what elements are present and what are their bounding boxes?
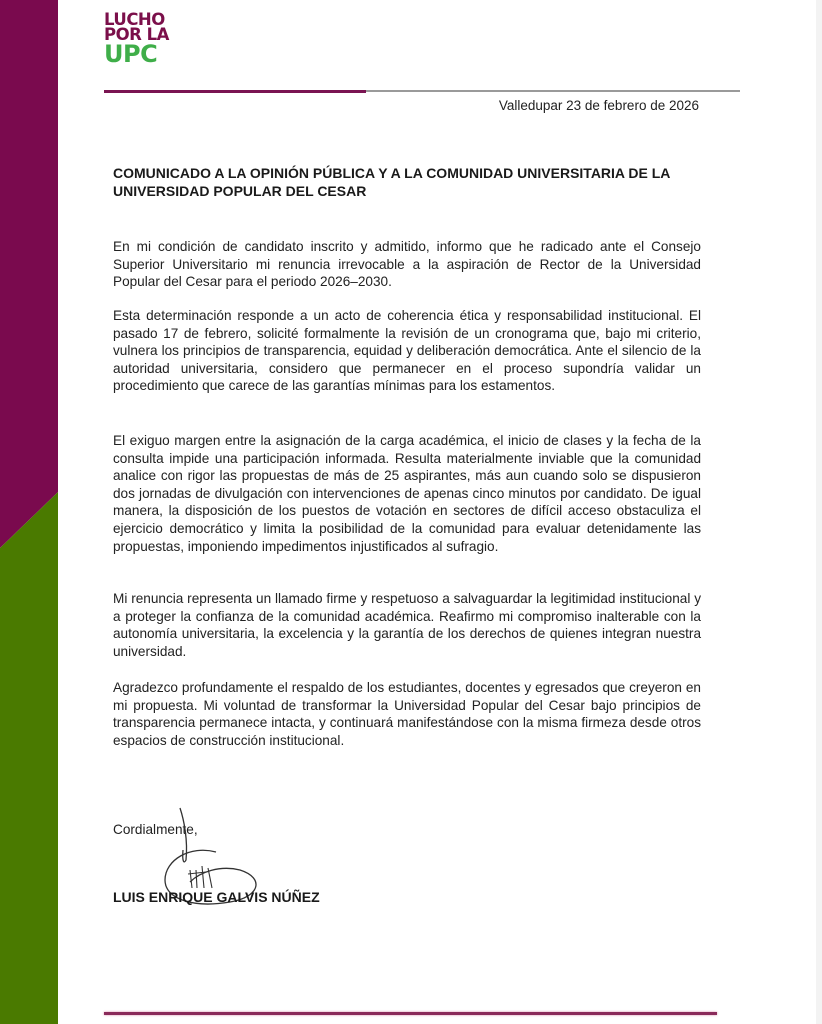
header-rule [366, 90, 740, 92]
letter-paragraph: En mi condición de candidato inscrito y admitido, informo que he radicado ante el Consejo Superior Universitario mi renuncia irrevocable a la aspiración de Rector de la Universidad Popular del Cesar para el periodo 2026–2030. [113, 239, 701, 290]
letter-closing: Cordialmente, [113, 822, 198, 837]
side-band-purple [0, 0, 58, 548]
letter-date: Valledupar 23 de febrero de 2026 [498, 98, 699, 113]
logo-line-2: POR LA [104, 25, 169, 44]
letter-paragraph: Mi renuncia representa un llamado firme y respetuoso a salvaguardar la legitimidad institucional y a proteger la confianza de la comunidad académica. Reafirmo mi compromiso inalterable con la autonomía universitaria, la excelencia y la garantía de los derechos de quienes integran nuestra universidad. [113, 591, 701, 659]
logo-line-1: LUCHO [104, 10, 165, 29]
letter-paragraph: Agradezco profundamente el respaldo de los estudiantes, docentes y egresados que creyeron en mi propuesta. Mi voluntad de transformar la Universidad Popular del Cesar bajo principios de transparencia permanece intacta, y continuará manifestándose con la misma firmeza desde otros espacios de construcción institucional. [113, 680, 701, 748]
signer-name: LUIS ENRIQUE GALVIS NÚÑEZ [113, 889, 320, 905]
side-band-green [0, 492, 58, 1024]
campaign-logo [104, 10, 184, 68]
decorative-side-band [0, 0, 58, 1024]
letter-paragraph: El exiguo margen entre la asignación de la carga académica, el inicio de clases y la fecha de la consulta impide una participación informada. Resulta materialmente inviable que la comunidad analice con rigor las propuestas de más de 25 aspirantes, más aun cuando solo se dispusieron dos jornadas de divulgación con intervenciones de apenas cinco minutos por candidato. De igual manera, la disposición de los puestos de votación en sectores de difícil acceso obstaculiza el ejercicio democrático y limita la posibilidad de la comunidad para evaluar detenidamente las propuestas, imponiendo impedimentos injustificados al sufragio. [113, 433, 701, 554]
letter-paragraph: Esta determinación responde a un acto de coherencia ética y responsabilidad institucional. El pasado 17 de febrero, solicité formalmente la revisión de un cronograma que, bajo mi criterio, vulnera los principios de transparencia, equidad y deliberación democrática. Ante el silencio de la autoridad universitaria, considero que permanecer en el proceso supondría validar un procedimiento que carece de las garantías mínimas para los estamentos. [113, 308, 701, 394]
letter-title: COMUNICADO A LA OPINIÓN PÚBLICA Y A LA COMUNIDAD UNIVERSITARIA DE LA UNIVERSIDAD POPULAR DEL CESAR [113, 165, 670, 199]
footer-rule [104, 1012, 717, 1015]
header-rule-accent [104, 90, 366, 93]
page-edge [816, 0, 822, 1024]
logo-line-3: UPC [104, 40, 158, 68]
